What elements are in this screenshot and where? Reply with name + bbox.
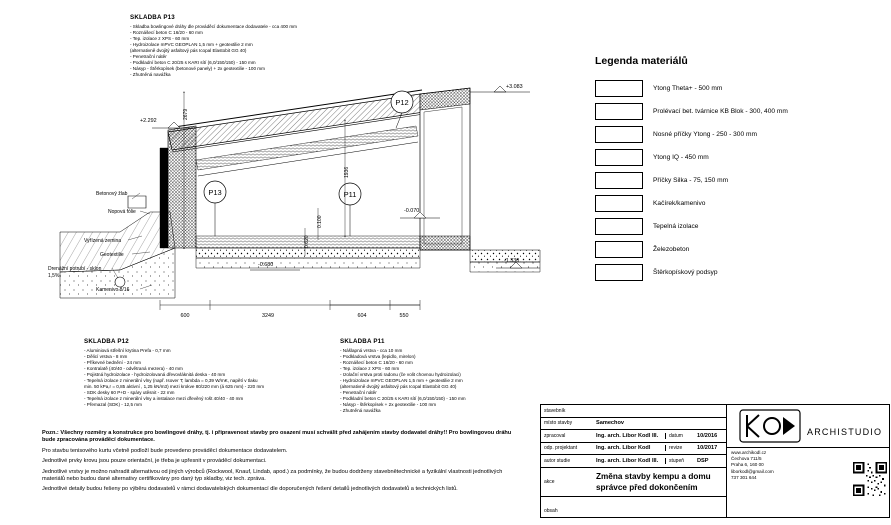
legend-label: Ytong Theta+ - 500 mm (653, 85, 723, 92)
reinforced-concrete (160, 148, 168, 248)
project-title: Změna stavby kempu a domu správce před dokončením (596, 471, 711, 492)
dimension-label: 2679 (183, 108, 189, 120)
general-notes (42, 430, 512, 497)
studio-logo (727, 405, 890, 448)
title-block (540, 404, 890, 518)
legend-row (595, 192, 880, 215)
legend-title: Legenda materiálů (595, 55, 688, 67)
legend-row (595, 215, 880, 238)
skladba-line: - Násyp - štěrkopísek + 2x geotextilie - 100 mm (340, 402, 437, 407)
skladba-line: - Penetrační nátěr (130, 54, 167, 59)
swatch-sterkopisek-icon (595, 264, 643, 281)
skladba-line: min. 50 kPa,r = 0,85 aktivní , 1,25 kN/m3) mezi krokve 80/220 mm (á 625 mm) - 220 mm (84, 384, 265, 389)
contact-street: Čechova 711/5 (731, 456, 762, 462)
swatch-tepelna-izolace-icon (595, 218, 643, 235)
legend-label: Železobeton (653, 246, 690, 253)
legend-row (595, 261, 880, 284)
drawing-label: Drenážní potrubí - sklon (48, 266, 102, 272)
skladba-line: - Tep. izolace z XPS - 60 mm (340, 366, 400, 371)
tb-key-2: datum (665, 433, 694, 439)
skladba-line: - Podkladová vrstva (lepidlo, mirelon) (340, 354, 416, 359)
tb-key: místo stavby (544, 420, 573, 427)
contact-city: Praha 6, 160 00 (731, 462, 764, 468)
skladba-p12-block (84, 338, 264, 408)
drainage-pipe (115, 277, 125, 287)
drawing-label: Vyřízená zemina (84, 238, 122, 244)
swatch-ytong-theta-icon (595, 80, 643, 97)
skladba-line: - Hydroizolace mPVC GEOPLAN 1,5 mm + geotextilie 2 mm (130, 42, 253, 47)
tb-key: odp. projektant (544, 445, 578, 452)
skladba-line: - Podkladní beton C 20/25 s KARI sítí (6,0/150/150) - 150 mm (340, 396, 466, 401)
skladba-p13-title: SKLADBA P13 (130, 14, 175, 21)
note-line: Jednotlivé detaily budou řešeny po výběru dodavatelů v rámci dodavatelských dokumentací dle doporučených řešení detailů jednotlivých dodavatelů a technických listů. (42, 486, 458, 493)
kodl-logo-icon (739, 409, 801, 443)
skladba-line: - Příkevné bednění - 24 mm (84, 360, 141, 365)
swatch-nosne-pricky-icon (595, 126, 643, 143)
skladba-line: - SDK desky 60 P+D - spáry utěsnit - 22 mm (84, 390, 175, 395)
drawing-label: Betonový žlab (96, 191, 128, 197)
skladba-line: - Skladba bowlingové dráhy dle prováděcí dokumentace dodavatele - cca 400 mm (130, 24, 298, 29)
dimension-label: 604 (357, 313, 367, 319)
tb-value-2: DSP (697, 457, 709, 464)
skladba-line: - Pojistná hydroizolace - hydroizolovaná dřevovláknitá deska - 40 mm (84, 372, 226, 377)
legend-row (595, 100, 880, 123)
skladba-line: - Podkladní beton C 20/25 s KARI sítí (6,0/150/150) - 150 mm (130, 60, 256, 65)
legend-label: Příčky Silka - 75, 150 mm (653, 177, 729, 184)
tb-value-2: 10/2017 (697, 445, 718, 452)
gravel-bed-layer (196, 258, 420, 268)
contact-phone: 737 301 644 (731, 474, 757, 480)
level-label: -0.680 (258, 262, 274, 268)
contact-web: www.archikodl.cz (731, 450, 767, 455)
tb-row-zpracoval (541, 430, 726, 443)
skladba-line: - Tep. izolace z XPS - 60 mm (130, 36, 190, 41)
skladba-p11-block (340, 338, 466, 414)
tb-row-obsah (541, 497, 726, 525)
note-line: Jednotlivé prvky krovu jsou pouze orientační, je třeba je upřesnit v prováděcí dokumentaci. (42, 458, 267, 465)
skladba-line: - Nášlapná vrstva - cca 10 mm (340, 348, 403, 353)
skladba-line: - Tepelná izolace z minerální vlny (např. Isover T; lambda = 0,39 W/mK, napětí v tlaku (84, 378, 258, 383)
swatch-silka-icon (595, 172, 643, 189)
skladba-line: - Násyp - Štěrkopísek (betonové panely) + 2x geotextilie - 100 mm (130, 66, 265, 71)
skladba-line: - Tepelná izolace z minerální vlny a instalace mezi dřevěný rošt 40/40 - 40 mm (84, 396, 244, 401)
drawing-label: Kamenivo 8/16 (96, 287, 130, 293)
swatch-zelezobeton-icon (595, 241, 643, 258)
callout-p11 (339, 183, 361, 236)
drawing-label: Nopová fólie (108, 209, 136, 215)
tb-key: akce (544, 478, 555, 485)
skladba-line: - Zhutněná navážka (130, 72, 171, 77)
skladba-line: - Roznášecí beton C 16/20 - 60 mm (130, 30, 203, 35)
tb-key-2: stupeň (665, 458, 694, 464)
tb-key: zpracoval (544, 432, 566, 439)
callout-p13 (204, 181, 226, 236)
legend-row (595, 169, 880, 192)
skladba-line: - Aluminiová střešní krytina Prefa - 0,7 mm (84, 348, 171, 353)
skladba-line: - Přemazal (SDK) - 12,5 mm (84, 402, 142, 407)
dimension-label: 1936 (344, 166, 350, 178)
materials-legend (595, 55, 880, 284)
skladba-p12-title: SKLADBA P12 (84, 338, 129, 345)
tb-row-akce (541, 468, 726, 497)
level-label: -0.070 (404, 208, 420, 214)
tb-key: stavebník (544, 407, 566, 414)
svg-text:P11: P11 (343, 190, 357, 199)
swatch-kb-blok-icon (595, 103, 643, 120)
drawing-label: 1,5% (48, 273, 60, 279)
legend-label: Kačírek/kamenivo (653, 200, 706, 207)
tb-value: Samechov (596, 420, 624, 427)
dimension-label: 600 (180, 313, 190, 319)
legend-row (595, 77, 880, 100)
callout-p12 (391, 91, 413, 128)
swatch-ytong-iq-icon (595, 149, 643, 166)
skladba-line: (alternativně dvojitý asfaltový pás Icopal Elastobit GG 40) (340, 384, 457, 389)
note-line: Pro stavbu tenisového kurtu včetně podloží bude provedeno prováděcí dokumentace dodavatelem. (42, 447, 288, 454)
level-label: +3.083 (506, 84, 523, 90)
contact-email: liborkodl@gmail.com (731, 468, 774, 474)
studio-contact (727, 448, 890, 498)
dimension-label: 0.100 (317, 215, 323, 228)
legend-row (595, 123, 880, 146)
tb-value-2: 10/2016 (697, 432, 718, 439)
skladba-line: - Roznášecí beton C 16/20 - 60 mm (340, 360, 413, 365)
skladba-p11-title: SKLADBA P11 (340, 338, 385, 345)
tb-value: Ing. arch. Libor Kodl III. (596, 432, 659, 439)
svg-text:P13: P13 (208, 188, 222, 197)
tb-key-2: revize (665, 445, 694, 451)
swatch-kacirek-icon (595, 195, 643, 212)
legend-label: Tepelná izolace (653, 223, 699, 230)
level-label: -1.330 (504, 258, 520, 264)
skladba-line: - Kontralatě (40/40 - odvětraná mezera) - 40 mm (84, 366, 183, 371)
dimension-label: 3249 (262, 313, 274, 319)
dimension-label: 550 (399, 313, 409, 319)
tb-value: Ing. arch. Libor Kodl (596, 445, 651, 452)
studio-name: ARCHISTUDIO (807, 427, 883, 437)
right-wall (420, 88, 470, 250)
legend-label: Prolévací bet. tvárnice KB Blok - 300, 400 mm (653, 108, 788, 115)
concrete-gutter (128, 196, 146, 208)
tb-key: obsah (544, 507, 558, 514)
skladba-line: (alternativně dvojitý asfaltový pás Icopal Elastobit GG 40) (130, 48, 247, 53)
note-line: Pozn.: Všechny rozměry a konstrukce pro bowlingové dráhy, tj. i připravenost stavby pro osazení musí schválit před zahájením stavby dodavatel dráhy!! Pro bowlingovou dráhu bude zpracována prováděcí dokumentace. (42, 430, 512, 444)
legend-label: Ytong IQ - 450 mm (653, 154, 709, 161)
title-block-branding (726, 405, 890, 517)
left-wall (168, 126, 196, 248)
qr-code-icon (853, 462, 887, 496)
svg-text:P12: P12 (395, 98, 409, 107)
note-line: Jednotlivé vrstvy je možno nahradit alternativou od jiných výrobců (Rockwool, Knauf, Lindab, apod.) za podmínky, že budou dodrženy stavebnětechnické a fyzikální vlastnosti jednotlivých materiálů nebo budou dané alternativy certifikovány pro daný typ skladby, viz tech. zpráva. (42, 468, 503, 483)
tb-row-misto-stavby (541, 418, 726, 431)
skladba-line: - Dělicí vrstva - 8 mm (84, 354, 128, 359)
skladba-line: - Penetrační nátěr (340, 390, 377, 395)
drawing-label: Geotextilie (100, 252, 124, 258)
legend-row (595, 238, 880, 261)
legend-label: Nosné příčky Ytong - 250 - 300 mm (653, 131, 757, 138)
tb-key: autor studie (544, 457, 571, 464)
title-block-fields (541, 405, 726, 517)
legend-label: Štěrkopískový podsyp (653, 269, 718, 276)
tb-row-stavebnik (541, 405, 726, 418)
skladba-line: - Zhutněná navážka (340, 408, 381, 413)
level-label: +2.292 (140, 118, 157, 124)
skladba-line: - Hydroizolace mPVC GEOPLAN 1,5 mm + geotextilie 2 mm (340, 378, 463, 383)
dimension-label: 0.620 (304, 235, 310, 248)
skladba-line: - Izolační vrstva proti radonu (če volit chovnou hydroizolaci) (340, 372, 461, 377)
tb-value: Ing. arch. Libor Kodl III. (596, 457, 659, 464)
tb-row-odp-projektant (541, 443, 726, 456)
base-concrete-layer (196, 248, 420, 258)
legend-row (595, 146, 880, 169)
tb-row-autor-studie (541, 455, 726, 468)
building-section-drawing (0, 0, 595, 340)
